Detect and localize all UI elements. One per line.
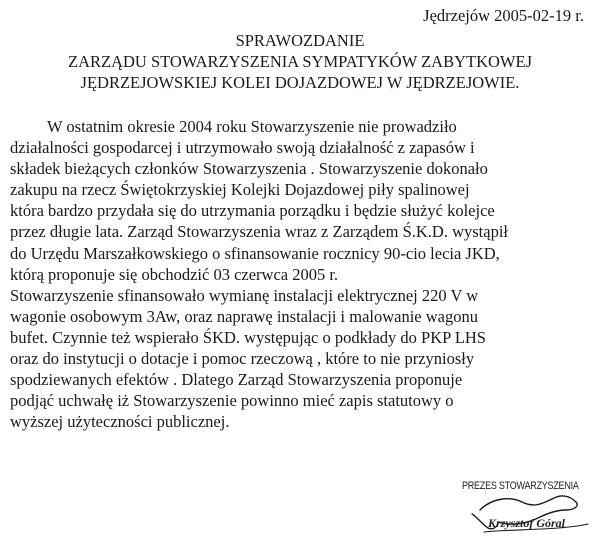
title-line-1: SPRAWOZDANIE <box>235 31 365 50</box>
report-body <box>10 116 595 432</box>
body-line: działalności gospodarcej i utrzymowało swoją działalność z zapasów i <box>10 138 475 158</box>
body-line: bufet. Czynnie też wspierało ŚKD. występując o podkłady do PKP LHS <box>10 327 486 347</box>
body-line: wyższej użyteczności publicznej. <box>10 412 230 432</box>
place-date: Jędrzejów 2005-02-19 r. <box>423 6 584 25</box>
signer-name: Krzysztof Góral <box>488 516 566 530</box>
body-line: W ostatnim okresie 2004 roku Stowarzyszenie nie prowadziło <box>47 117 457 136</box>
body-line: oraz do instytucji o dotacje i pomoc rzeczową , które to nie przyniosły <box>10 349 475 369</box>
body-line: podjąć uchwałę iż Stowarzyszenie powinno mieć zapis statutowy o <box>10 391 454 411</box>
title-line-2: ZARZĄDU STOWARZYSZENIA SYMPATYKÓW ZABYTKOWEJ <box>68 52 532 71</box>
body-line: wagonie osobowym 3Aw, oraz naprawę instalacji i malowanie wagonu <box>10 306 478 326</box>
document-title <box>0 30 600 93</box>
body-line: zakupu na rzecz Świętokrzyskiej Kolejki Dojazdowej piły spalinowej <box>10 180 470 200</box>
body-line: spodziewanych efektów . Dlatego Zarząd Stowarzyszenia proponuje <box>10 370 463 390</box>
body-line: do Urzędu Marszałkowskiego o sfinansowanie rocznicy 90-cio lecia JKD, <box>10 243 500 263</box>
body-line: którą proponuje się obchodzić 03 czerwca 2005 r. <box>10 264 339 284</box>
body-line: Stowarzyszenie sfinansowało wymianę instalacji elektrycznej 220 V w <box>10 285 479 305</box>
signature-block <box>462 480 598 538</box>
body-line: składek bieżących członków Stowarzyszenia . Stowarzyszenie dokonało <box>10 159 488 179</box>
body-line: przez długie lata. Zarząd Stowarzyszenia wraz z Zarządem Ś.K.D. wystąpił <box>10 222 508 242</box>
body-line: która bardzo przydała się do utrzymania porządku i będzie służyć kolejce <box>10 201 495 221</box>
title-line-3: JĘDRZEJOWSKIEJ KOLEI DOJAZDOWEJ W JĘDRZEJOWIE. <box>80 73 520 92</box>
president-stamp: PREZES STOWARZYSZENIA <box>462 480 579 492</box>
